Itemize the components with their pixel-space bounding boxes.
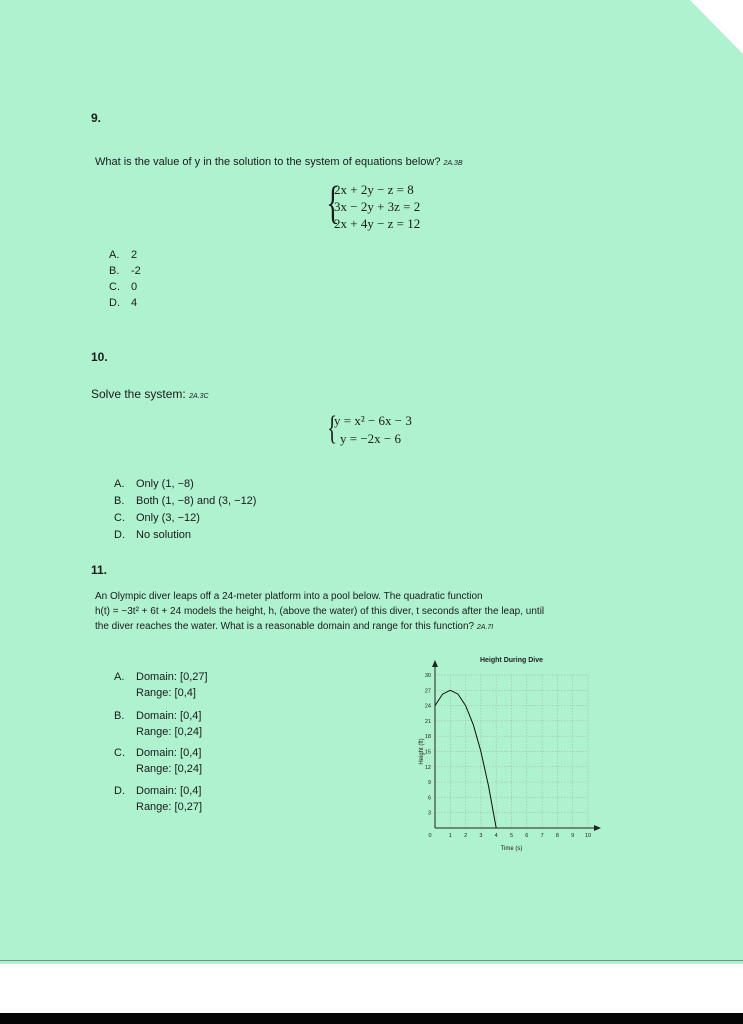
x-tick-label: 1 (448, 833, 452, 839)
q9-choice-a[interactable] (109, 249, 137, 261)
q10-standard: 2A.3C (189, 393, 209, 400)
y-tick-label: 30 (424, 673, 431, 679)
y-tick-label: 27 (424, 688, 431, 695)
choice-letter: C. (109, 281, 120, 293)
q10-choice-b[interactable] (114, 495, 256, 507)
choice-text: Only (1, −8) (136, 478, 194, 490)
choice-text: Both (1, −8) and (3, −12) (136, 495, 257, 507)
choice-letter: D. (109, 297, 120, 309)
q10-choice-c[interactable] (114, 512, 200, 524)
q11-choice-b-range: Range: [0,24] (136, 726, 203, 738)
q9-brace: { (326, 177, 340, 228)
x-tick-label: 5 (509, 833, 514, 839)
q10-number: 10. (91, 350, 108, 364)
q11-number: 11. (91, 563, 108, 577)
y-tick-label: 15 (424, 749, 431, 756)
choice-text: -2 (131, 265, 141, 277)
chart-svg (418, 650, 603, 860)
chart-title: Height During Dive (479, 657, 544, 664)
choice-domain: Domain: [0,4] (136, 747, 202, 759)
x-tick-label: 2 (464, 833, 468, 839)
q10-prompt-text: Solve the system: (91, 387, 186, 401)
choice-text: Only (3, −12) (136, 512, 200, 524)
y-tick-label: 12 (424, 764, 431, 771)
choice-text: 4 (131, 297, 138, 309)
y-axis-arrow (432, 660, 438, 667)
q9-equation-2: 3x − 2y + 3z = 2 (334, 199, 421, 214)
q11-line-1: An Olympic diver leaps off a 24-meter platform into a pool below. The quadratic function (95, 591, 483, 602)
x-tick-label: 10 (584, 833, 592, 839)
choice-letter: C. (114, 512, 125, 524)
choice-letter: B. (109, 265, 120, 277)
q10-prompt (91, 387, 209, 401)
q10-equation-1: y = x² − 6x − 3 (334, 413, 412, 428)
choice-letter: D. (114, 529, 125, 541)
q11-line-3-text: the diver reaches the water. What is a reasonable domain and range for this function? (95, 621, 475, 632)
y-tick-label: 6 (427, 795, 431, 802)
q9-choice-c[interactable] (109, 281, 137, 293)
q11-choice-d[interactable] (114, 785, 201, 797)
q10-brace: { (327, 410, 338, 447)
q9-choice-b[interactable] (109, 265, 141, 277)
choice-letter: D. (114, 785, 125, 797)
q11-choice-a-range: Range: [0,4] (136, 687, 196, 699)
choice-text: No solution (136, 529, 192, 541)
q10-choice-a[interactable] (114, 478, 194, 490)
q9-choice-d[interactable] (109, 297, 137, 309)
choice-domain: Domain: [0,27] (136, 671, 208, 683)
q10-choice-d[interactable] (114, 529, 191, 541)
height-during-dive-chart (418, 650, 603, 860)
x-tick-label: 4 (494, 833, 498, 839)
y-axis-label: Height (ft) (419, 738, 425, 765)
q11-line-3 (95, 621, 493, 632)
x-tick-label: 9 (571, 833, 575, 839)
y-tick-label: 21 (424, 718, 431, 725)
page-bottom-rule (0, 960, 743, 961)
choice-letter: B. (114, 710, 125, 722)
q9-equation-1: 2x + 2y − z = 8 (334, 182, 414, 197)
y-tick-label: 18 (424, 734, 431, 741)
q9-standard: 2A.3B (443, 160, 463, 167)
page-corner (690, 0, 743, 54)
x-axis-label: Time (s) (500, 846, 523, 852)
q11-choice-a[interactable] (114, 671, 208, 683)
choice-domain: Domain: [0,4] (136, 785, 202, 797)
q11-choice-d-range: Range: [0,27] (136, 801, 203, 813)
q9-prompt (95, 156, 463, 168)
q9-prompt-text: What is the value of y in the solution to the system of equations below? (95, 156, 441, 168)
choice-text: 0 (131, 281, 138, 293)
choice-letter: C. (114, 747, 125, 759)
x-tick-label: 0 (428, 833, 432, 839)
choice-letter: A. (114, 671, 125, 683)
choice-letter: A. (109, 249, 120, 261)
x-tick-label: 3 (479, 833, 483, 839)
x-tick-label: 8 (555, 833, 559, 839)
q9-equation-3: 2x + 4y − z = 12 (334, 216, 421, 231)
choice-letter: B. (114, 495, 125, 507)
x-tick-label: 7 (540, 833, 544, 839)
scan-edge (0, 1013, 743, 1024)
q11-choice-c-range: Range: [0,24] (136, 763, 203, 775)
x-axis-arrow (594, 825, 601, 831)
q11-line-2: h(t) = −3t² + 6t + 24 models the height, h, (above the water) of this diver, t seconds after the leap, until (95, 606, 545, 617)
y-tick-label: 24 (424, 703, 431, 710)
q11-standard: 2A.7I (476, 624, 494, 631)
choice-text: 2 (131, 249, 138, 261)
choice-domain: Domain: [0,4] (136, 710, 202, 722)
y-tick-label: 9 (427, 780, 431, 787)
y-tick-label: 3 (427, 810, 431, 817)
q9-number: 9. (91, 111, 102, 125)
q11-choice-c[interactable] (114, 747, 201, 759)
q10-equation-2: y = −2x − 6 (340, 431, 401, 446)
x-tick-label: 6 (525, 833, 529, 839)
choice-letter: A. (114, 478, 125, 490)
q11-choice-b[interactable] (114, 710, 201, 722)
